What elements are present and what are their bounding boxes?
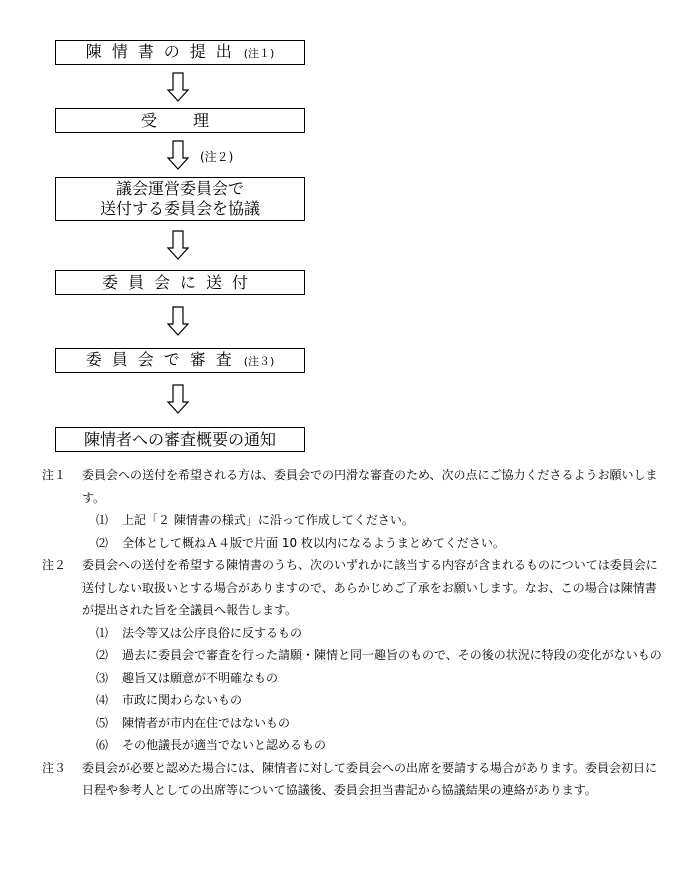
down-arrow-icon bbox=[166, 384, 190, 414]
step-committee-review-note: (注３) bbox=[243, 354, 275, 368]
note-3-text: 委員会が必要と認めた場合には、陳情者に対して委員会への出席を要請する場合があります。委員会初日に日程や参考人としての出席等について協議後、委員会担当書記から協議結果の連絡があります。 bbox=[82, 760, 658, 797]
step-committee-review-label: 委員会で審査 bbox=[85, 349, 242, 369]
note-2-item: ⑸ 陳情者が市内在住ではないもの bbox=[96, 715, 291, 730]
down-arrow-icon bbox=[166, 306, 190, 336]
step-receipt-label: 受 理 bbox=[140, 110, 219, 130]
note-2-item: ⑹ その他議長が適当でないと認めるもの bbox=[96, 738, 327, 752]
step-notify-petitioner bbox=[55, 427, 305, 452]
step-submit-petition-note: (注１) bbox=[243, 46, 275, 60]
note-3 bbox=[22, 757, 664, 802]
step-steering-committee bbox=[55, 177, 305, 221]
down-arrow-icon bbox=[166, 72, 190, 102]
note-2-label: 注２ bbox=[42, 558, 67, 572]
note-1-item: ⑴ 上記「２ 陳情書の様式」に沿って作成してください。 bbox=[96, 513, 414, 527]
note-2-item: ⑷ 市政に関わらないもの bbox=[96, 693, 243, 707]
arrow-note-2: (注２) bbox=[200, 150, 234, 164]
step-steering-committee-line2: 送付する委員会を協議 bbox=[99, 199, 260, 218]
note-2-item: ⑶ 趣旨又は願意が不明確なもの bbox=[96, 670, 279, 685]
step-send-to-committee-label: 委員会に送付 bbox=[101, 272, 258, 292]
step-submit-petition-label: 陳情書の提出 bbox=[85, 41, 242, 61]
step-receipt bbox=[55, 108, 305, 133]
down-arrow-icon bbox=[166, 230, 190, 260]
note-1-text: 委員会への送付を希望される方は、委員会での円滑な審査のため、次の点にご協力くださるようお願いします。 bbox=[82, 468, 658, 505]
note-2-item: ⑵ 過去に委員会で審査を行った請願・陳情と同一趣旨のもので、その後の状況に特段の変化がないもの bbox=[96, 648, 662, 662]
notes-section bbox=[22, 464, 664, 802]
step-steering-committee-line1: 議会運営委員会で bbox=[115, 179, 244, 198]
note-2-text: 委員会への送付を希望する陳情書のうち、次のいずれかに該当する内容が含まれるものについては委員会に送付しない取扱いとする場合がありますので、あらかじめご了承をお願いします。なお、この場合は陳情書が提出された旨を全議員へ報告します。 bbox=[82, 558, 658, 617]
note-2 bbox=[22, 554, 664, 622]
step-notify-petitioner-label: 陳情者への審査概要の通知 bbox=[83, 429, 276, 449]
step-committee-review bbox=[55, 348, 305, 373]
note-2-item: ⑴ 法令等又は公序良俗に反するもの bbox=[96, 625, 303, 640]
down-arrow-icon bbox=[166, 140, 190, 170]
note-1 bbox=[22, 464, 664, 509]
step-send-to-committee bbox=[55, 270, 305, 295]
step-submit-petition bbox=[55, 40, 305, 65]
note-1-item: ⑵ 全体として概ねＡ４版で片面 10 枚以内になるようまとめてください。 bbox=[96, 535, 505, 550]
note-3-label: 注３ bbox=[42, 760, 67, 775]
note-1-label: 注１ bbox=[42, 468, 67, 482]
